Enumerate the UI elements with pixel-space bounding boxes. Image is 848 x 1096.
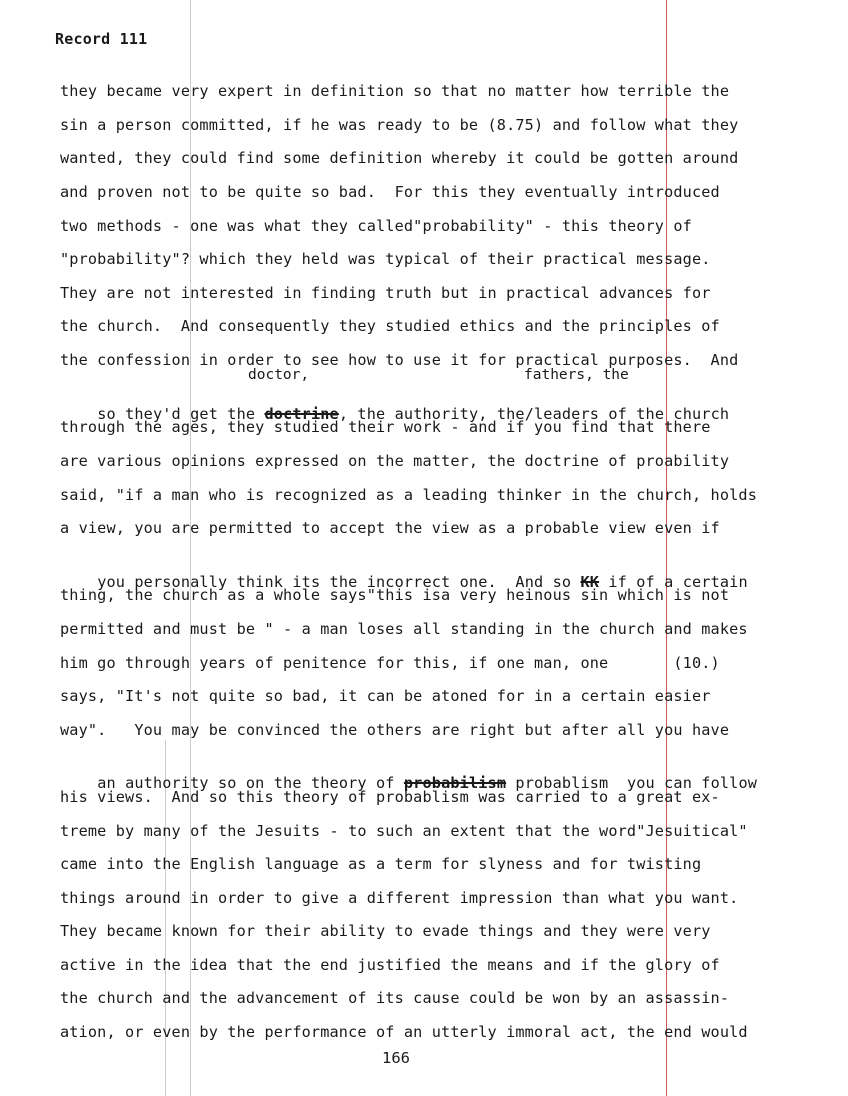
text-segment: so they'd get the: [97, 405, 265, 423]
text-line: they became very expert in definition so that no matter how terrible the: [60, 82, 730, 100]
text-line: a view, you are permitted to accept the view as a probable view even if: [60, 519, 720, 537]
text-line: his views. And so this theory of probablism was carried to a great ex-: [60, 788, 720, 806]
text-line: the church and the advancement of its cause could be won by an assassin-: [60, 989, 730, 1007]
text-line: wanted, they could find some definition whereby it could be gotten around: [60, 149, 739, 167]
text-line: permitted and must be " - a man loses all standing in the church and makes: [60, 620, 748, 638]
text-line: through the ages, they studied their work - and if you find that there: [60, 418, 711, 436]
text-segment: , the authority, the/leaders of the church: [338, 405, 730, 423]
text-line: the church. And consequently they studied ethics and the principles of: [60, 317, 720, 335]
text-line: came into the English language as a term for slyness and for twisting: [60, 855, 702, 873]
text-line: thing, the church as a whole says"this isa very heinous sin which is not: [60, 586, 730, 604]
record-header: Record 111: [55, 30, 148, 48]
handwritten-insert-fathers: fathers, the: [524, 367, 629, 383]
text-line: says, "It's not quite so bad, it can be atoned for in a certain easier: [60, 687, 711, 705]
struck-word: doctrine: [264, 405, 339, 423]
text-line: him go through years of penitence for this, if one man, one (10.): [60, 654, 720, 672]
text-line: "probability"? which they held was typical of their practical message.: [60, 250, 711, 268]
text-line: ation, or even by the performance of an utterly immoral act, the end would: [60, 1023, 748, 1041]
text-line: said, "if a man who is recognized as a leading thinker in the church, holds: [60, 486, 758, 504]
text-segment: if of a certain: [599, 573, 748, 591]
text-segment: you personally think its the incorrect one. And so: [97, 573, 581, 591]
text-line: and proven not to be quite so bad. For this they eventually introduced: [60, 183, 720, 201]
text-line: They became known for their ability to evade things and they were very: [60, 922, 711, 940]
text-line: the confession in order to see how to use it for practical purposes. And: [60, 351, 739, 369]
text-line: two methods - one was what they called"probability" - this theory of: [60, 217, 692, 235]
struck-word: probabilism: [403, 774, 507, 792]
text-line: things around in order to give a different impression than what you want.: [60, 889, 739, 907]
text-line: They are not interested in finding truth but in practical advances for: [60, 284, 711, 302]
text-line: are various opinions expressed on the matter, the doctrine of proability: [60, 452, 730, 470]
text-segment: an authority so on the theory of: [97, 774, 404, 792]
text-segment: probablism you can follow: [506, 774, 758, 792]
text-line: way". You may be convinced the others are right but after all you have: [60, 721, 730, 739]
struck-word: KK: [580, 573, 600, 591]
handwritten-insert-doctor: doctor,: [248, 367, 310, 383]
text-line: active in the idea that the end justified the means and if the glory of: [60, 956, 720, 974]
page-number: 166: [382, 1049, 410, 1067]
text-line: sin a person committed, if he was ready to be (8.75) and follow what they: [60, 116, 739, 134]
text-line: treme by many of the Jesuits - to such an extent that the word"Jesuitical": [60, 822, 748, 840]
